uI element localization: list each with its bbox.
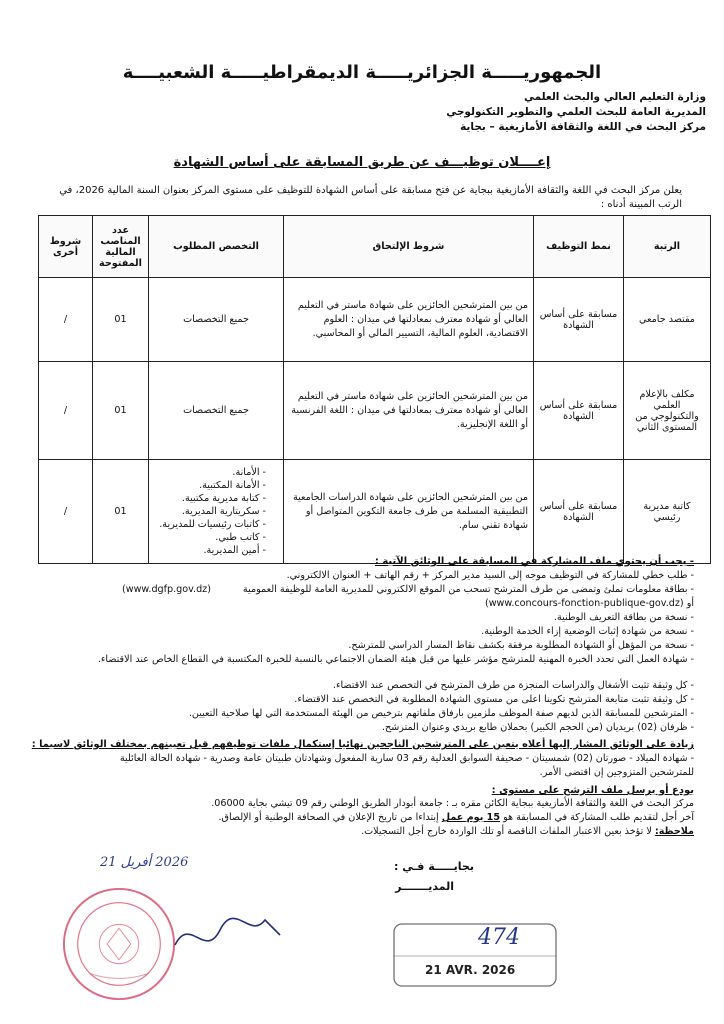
document-item: - المترشحين للمسابقة الذين لديهم صفة الموظف ملزمين بارفاق ملفاتهم بترخيص من الهيئة المستخدمة التي لها صلاحية التعيين. [188,708,694,719]
document-item: - نسخة من شهادة إثبات الوضعية إزاء الخدمة الوطنية. [481,626,694,637]
list-item: - كتابة مديرية مكتبية. [181,493,266,504]
positions-table [38,215,711,564]
list-item: - كاتب طبي. [215,532,266,543]
document-item: - شهادة العمل التي تحدد الخبرة المهنية للمترشح مؤشر عليها من قبل هيئة الضمان الاجتماعي بالنسبة للخبرة المكتسبة في القطاع الخاص عند الاقتضاء. [97,654,694,665]
header-mode: نمط التوظيف [534,216,624,278]
table-row [39,278,711,362]
note-label: ملاحظة: [654,826,694,837]
header-rank: الرتبة [624,216,711,278]
list-item: - كاتبات رئيسيات للمديرية. [159,519,266,530]
table-header-row [39,216,711,278]
documents-heading: - يجب أن يحتوي ملف المشاركة في المسابقة على الوثائق الآتية : [374,556,694,567]
director-title: المديـــــــر [395,880,454,893]
center-name: مركز البحث في اللغة والثقافة الأمازيغية – بجاية [460,121,706,133]
received-number: 474 [478,925,520,950]
header-specialty: التخصص المطلوب [149,216,284,278]
row-specialty: جميع التخصصات [149,278,284,362]
row-conditions: من بين المترشحين الحائزين على شهادة ماستر في التعليم العالي أو شهادة معترف بمعادلتها في ميدان : العلوم الاقتصادية، العلوم المالية، التسيير المالي أو المحاسبي. [284,278,534,362]
header-positions: عدد المناصب المالية المفتوحة [93,216,149,278]
directorate-name: المديرية العامة للبحث العلمي والتطوير التكنولوجي [446,106,706,118]
submission-address: مركز البحث في اللغة والثقافة الأمازيغية ببجاية الكائن مقره بـ : جامعة أبودار الطريق الوطني رقم 09 تيشي بجاية 06000. [211,798,694,809]
row-rank: مقتصد جامعي [624,278,711,362]
reception-stamp [390,920,560,990]
additional-heading: زيادة على الوثائق المشار إليها أعلاه يتعين على المترشحين الناجحين نهائيا إستكمال ملفات توظيفهم قبل تعيينهم بمختلف الوثائق لاسيما : [31,739,694,750]
country-title: الجمهوريـــــة الجزائريـــــة الديمقراطيـــــة الشعبيــــة [122,62,602,83]
row-specialty: جميع التخصصات [149,362,284,460]
row-mode: مسابقة على أساس الشهادة [534,362,624,460]
row-conditions: من بين المترشحين الحائزين على شهادة ماستر في التعليم العالي أو شهادة معترف بمعادلتها في ميدان : اللغة الفرنسية أو اللغة الإنجليزية. [284,362,534,460]
document-item: - طلب خطي للمشاركة في التوظيف موجه إلى السيد مدير المركز + رقم الهاتف + العنوان الالكتروني. [286,570,694,581]
row-conditions: من بين المترشحين الحائزين على شهادة الدراسات الجامعية التطبيقية المسلمة من طرف جامعة التكوين المتواصل أو شهادة تقني سام. [284,460,534,564]
signature-date: 2026 أفريل 21 [100,855,189,870]
submission-deadline [24,812,694,825]
row-other: / [39,278,93,362]
additional-docs-line: - شهادة الميلاد - صورتان (02) شمسيتان - صحيفة السوابق العدلية رقم 03 سارية المفعول وشهادتان طبيتان عامة وصدرية - شهادة الحالة العائلية [119,753,694,764]
document-item: - كل وثيقة تثبت متابعة المترشح تكوينا اعلى من مستوى الشهادة المطلوبة في التخصص عند الاقتضاء. [294,694,694,705]
row-specialty [149,460,284,564]
document-item: - نسخة من بطاقة التعريف الوطنية. [553,612,694,623]
specialty-list [154,466,278,557]
official-seal-stamp [60,885,178,1003]
deadline-suffix: إبتداءا من تاريخ الإعلان في الصحافة الوطنية أو الإلصاق. [218,812,442,823]
header-conditions: شروط الإلتحاق [284,216,534,278]
list-item: - سكريتارية المديرية. [181,506,266,517]
ministry-name: وزارة التعليم العالي والبحث العلمي [523,91,706,103]
announcement-intro: يعلن مركز البحث في اللغة والثقافة الأمازيغية ببجاية عن فتح مسابقة على أساس الشهادة للتوظيف على مستوى المركز بعنوان السنة المالية 2026، في الرتب المبينة أدناه : [59,185,682,210]
row-other: / [39,460,93,564]
signature-place: بجايـــــة فـي : [394,860,474,873]
row-rank: كاتبة مديرية رئيسي [624,460,711,564]
row-positions: 01 [93,460,149,564]
deadline-days: 15 يوم عمل [441,812,501,823]
row-positions: 01 [93,278,149,362]
note-text: لا تؤخذ بعين الاعتبار الملفات الناقصة أو تلك الواردة خارج أجل التسجيلات. [361,826,655,837]
deadline-prefix: آخر أجل لتقديم طلب المشاركة في المسابقة هو [500,812,694,823]
additional-docs-line: للمترشحين المتزوجين إن اقتضى الأمر. [539,767,694,778]
director-signature [170,905,290,965]
row-mode: مسابقة على أساس الشهادة [534,460,624,564]
list-item: - أمين المديرية. [203,545,266,556]
row-positions: 01 [93,362,149,460]
row-mode: مسابقة على أساس الشهادة [534,278,624,362]
list-item: - الأمانة المكتبية. [199,480,266,491]
list-item: - الأمانة. [232,467,266,478]
document-item: - نسخة من المؤهل أو الشهادة المطلوبة مرفقة بكشف نقاط المسار الدراسي للمترشح. [348,640,694,651]
dgfp-website-link[interactable]: (www.dgfp.gov.dz) [122,584,211,595]
document-item: - ظرفان (02) بريديان (من الحجم الكبير) بحملان طابع بريدي وعنوان المترشح. [382,722,694,733]
row-other: / [39,362,93,460]
submission-heading: يودع أو يرسل ملف الترشح على مستوى : [491,785,694,796]
document-item: - كل وثيقة تثبت الأشغال والدراسات المنجزة من طرف المترشح في التخصص عند الاقتضاء. [332,680,694,691]
header-other: شروط أخرى [39,216,93,278]
row-rank: مكلف بالإعلام العلمي والتكنولوجي من المستوى الثاني [624,362,711,460]
table-row [39,460,711,564]
document-item: أو (www.concours-fonction-publique-gov.dz) [484,598,694,609]
submission-note [24,826,694,839]
table-row [39,362,711,460]
received-date: 21 AVR. 2026 [425,963,516,977]
announcement-title: إعــــلان توظيـــف عن طريق المسابقة على أساس الشهادة [173,155,551,170]
document-item: - بطاقة معلومات تملئ وتمضى من طرف المترشح تسحب من الموقع الالكتروني للمديرية العامة للوظيفة العمومية [242,584,694,595]
